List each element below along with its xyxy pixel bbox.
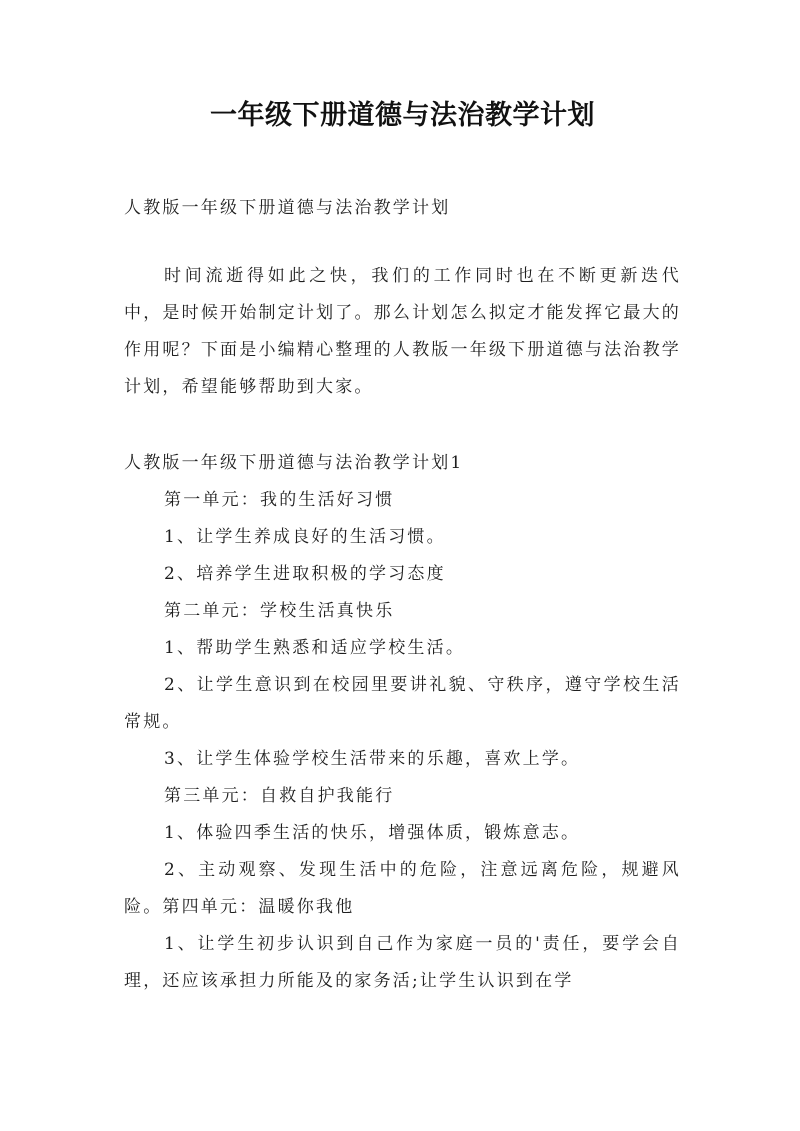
list-item: 1、帮助学生熟悉和适应学校生活。 — [164, 638, 466, 658]
document-title: 一年级下册道德与法治教学计划 — [210, 100, 595, 131]
list-item: 2、培养学生进取积极的学习态度 — [164, 564, 446, 584]
list-item: 3、让学生体验学校生活带来的乐趣，喜欢上学。 — [164, 749, 581, 769]
list-item: 1、让学生养成良好的生活习惯。 — [164, 527, 446, 547]
list-item: 2、让学生意识到在校园里要讲礼貌、守秩序，遵守学校生活常规。 — [124, 675, 681, 732]
intro-paragraph: 时间流逝得如此之快，我们的工作同时也在不断更新迭代中，是时候开始制定计划了。那么计划怎么拟定才能发挥它最大的作用呢？下面是小编精心整理的人教版一年级下册道德与法治教学计划，希望能够帮助到大家。 — [124, 266, 681, 397]
list-item: 1、体验四季生活的快乐，增强体质，锻炼意志。 — [164, 823, 581, 843]
unit-heading: 第二单元：学校生活真快乐 — [164, 601, 395, 621]
list-item: 1、让学生初步认识到自己作为家庭一员的'责任，要学会自理，还应该承担力所能及的家务活;让学生认识到在学 — [124, 934, 681, 991]
document-subtitle: 人教版一年级下册道德与法治教学计划 — [124, 198, 451, 218]
section-heading: 人教版一年级下册道德与法治教学计划1 — [124, 453, 464, 473]
unit-heading: 第一单元：我的生活好习惯 — [164, 490, 395, 510]
list-item: 2、主动观察、发现生活中的危险，注意远离危险，规避风险。第四单元：温暖你我他 — [124, 860, 681, 917]
unit-heading: 第三单元：自救自护我能行 — [164, 786, 395, 806]
